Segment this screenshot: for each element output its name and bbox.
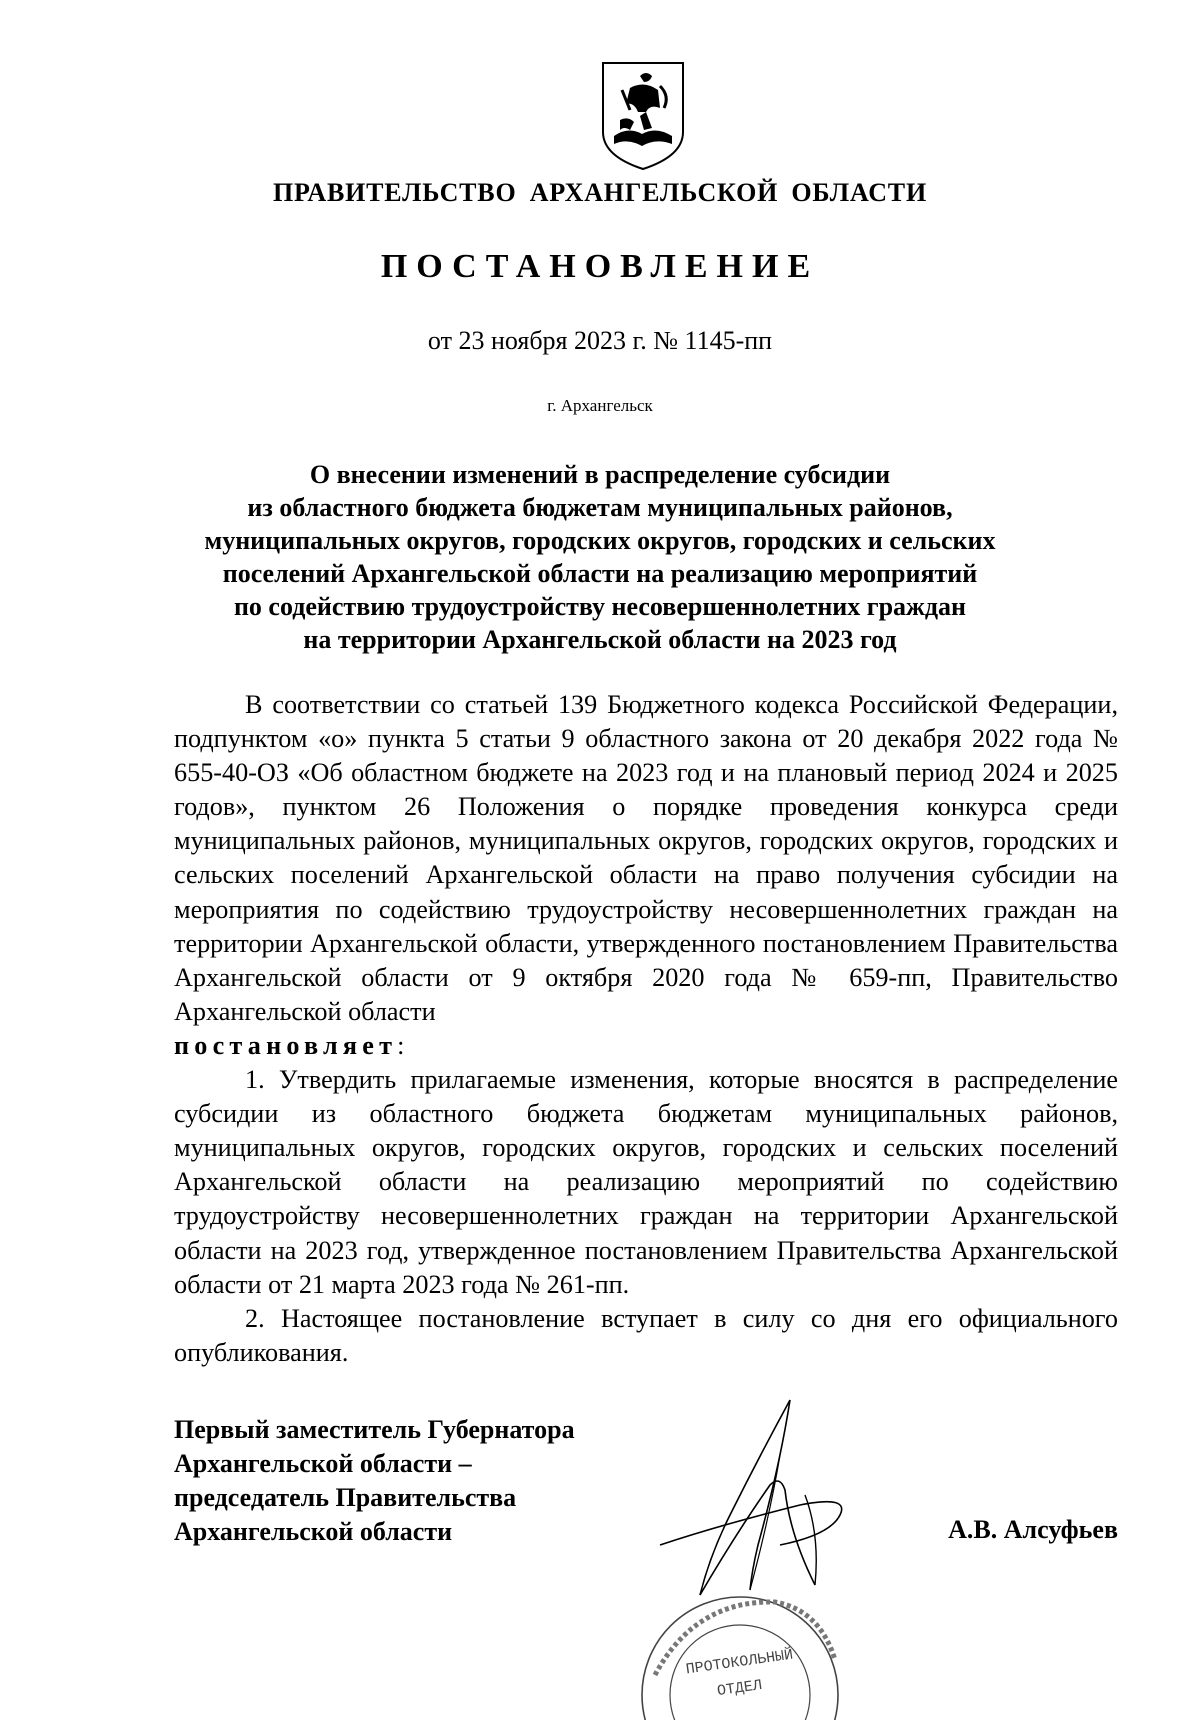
subject-line: поселений Архангельской области на реализацию мероприятий	[222, 559, 978, 588]
signer-position-line: Первый заместитель Губернатора	[174, 1415, 575, 1444]
subject-line: по содействию трудоустройству несовершеннолетних граждан	[233, 592, 967, 621]
round-seal-stamp-icon	[635, 1580, 845, 1720]
document-date-number: от 23 ноября 2023 г. № 1145-пп	[427, 326, 773, 355]
item-1-paragraph: 1. Утвердить прилагаемые изменения, которые вносятся в распределение субсидии из областного бюджета бюджетам муниципальных районов, муниципальных округов, городских округов, городских и сельских поселений Архангельской области на реализацию мероприятий по содействию трудоустройству несовершеннолетних граждан на территории Архангельской области на 2023 год, утвержденное постановлением Правительства Архангельской области от 21 марта 2023 года № 261-пп.	[174, 1065, 1118, 1299]
subject-line: О внесении изменений в распределение субсидии	[309, 460, 891, 489]
coat-of-arms-emblem-icon	[600, 60, 686, 172]
subject-line: муниципальных округов, городских округов, городских и сельских	[204, 526, 996, 555]
signer-position-line: Архангельской области –	[174, 1449, 472, 1478]
document-body	[174, 688, 1118, 1370]
decree-colon: :	[397, 1030, 405, 1060]
stamp-center-line-1: ПРОТОКОЛЬНЫЙ	[684, 1646, 795, 1679]
preamble-text: В соответствии со статьей 139 Бюджетного кодекса Российской Федерации, подпунктом «о» пункта 5 статьи 9 областного закона от 20 декабря 2022 года № 655-40-ОЗ «Об областном бюджете на 2023 год и на плановый период 2024 и 2025 годов», пунктом 26 Положения о порядке проведения конкурса среди муниципальных районов, муниципальных округов, городских округов, городских и сельских поселений Архангельской области на право получения субсидии на мероприятия по содействию трудоустройству несовершеннолетних граждан на территории Архангельской области, утвержденного постановлением Правительства Архангельской области от 9 октября 2020 года № 659-пп, Правительство Архангельской области	[174, 690, 1118, 1026]
signer-position	[174, 1413, 575, 1549]
signer-name: А.В. Алсуфьев	[948, 1515, 1118, 1544]
preamble-paragraph	[174, 688, 1118, 1063]
subject-line: на территории Архангельской области на 2023 год	[303, 625, 897, 654]
document-city: г. Архангельск	[547, 396, 653, 415]
document-type-heading: ПОСТАНОВЛЕНИЕ	[380, 248, 820, 285]
organization-title: ПРАВИТЕЛЬСТВО АРХАНГЕЛЬСКОЙ ОБЛАСТИ	[273, 178, 927, 207]
item-2-paragraph: 2. Настоящее постановление вступает в силу со дня его официального опубликования.	[174, 1303, 1118, 1367]
subject-line: из областного бюджета бюджетам муниципальных районов,	[247, 493, 953, 522]
document-subject	[150, 458, 1050, 656]
stamp-center-line-2: ОТДЕЛ	[716, 1676, 763, 1701]
signer-position-line: председатель Правительства	[174, 1483, 517, 1512]
decree-word: постановляет	[174, 1030, 398, 1060]
signer-position-line: Архангельской области	[174, 1517, 453, 1546]
